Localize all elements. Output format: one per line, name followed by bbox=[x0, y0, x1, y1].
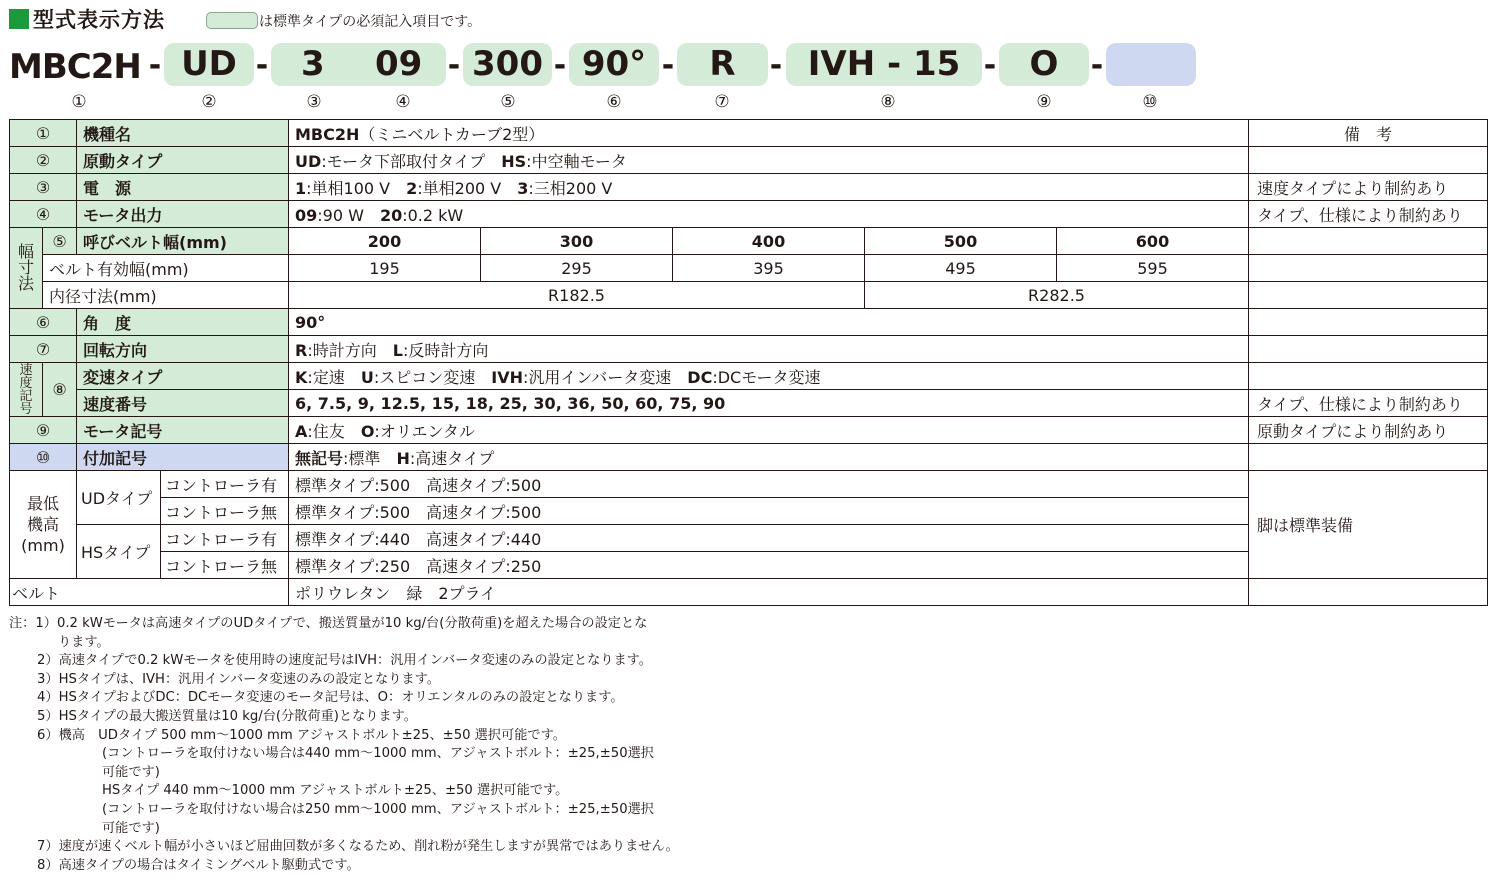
note-line: 4）HSタイプおよびDC：DCモータ変速のモータ記号は、O：オリエンタルのみの設定となります。 bbox=[37, 690, 624, 706]
note-line: (コントローラを取付けない場合は250 mm～1000 mm、アジャストボルト：±25,±50選択 bbox=[102, 801, 654, 817]
row-remark: タイプ、仕様により制約あり bbox=[1249, 390, 1488, 417]
code-part-drive-type: UD bbox=[164, 43, 254, 86]
row-value: 90° bbox=[289, 309, 1249, 336]
row-value: 標準タイプ:500 高速タイプ:500 bbox=[289, 471, 1249, 498]
table-row bbox=[10, 309, 1488, 336]
row-remark: 脚は標準装備 bbox=[1249, 471, 1488, 579]
row-label: 角 度 bbox=[77, 309, 289, 336]
code-index-8: ⑧ bbox=[880, 92, 896, 112]
row-label: 付加記号 bbox=[77, 444, 289, 471]
row-num: ⑩ bbox=[10, 444, 77, 471]
row-num: ③ bbox=[10, 174, 77, 201]
remarks-header: 備 考 bbox=[1249, 120, 1488, 147]
row-value: 標準タイプ:500 高速タイプ:500 bbox=[289, 498, 1249, 525]
note-line: 8）高速タイプの場合はタイミングベルト駆動式です。 bbox=[37, 857, 360, 873]
table-row bbox=[10, 228, 1488, 255]
code-dash: - bbox=[661, 48, 675, 83]
code-index-6: ⑥ bbox=[606, 92, 622, 112]
controller-no-label: コントローラ無 bbox=[161, 552, 289, 579]
effective-width-cell: 195 bbox=[289, 255, 481, 282]
code-part-motor: O bbox=[999, 43, 1089, 86]
code-index-1: ① bbox=[71, 92, 87, 112]
code-dash: - bbox=[769, 48, 783, 83]
row-num: ④ bbox=[10, 201, 77, 228]
table-row bbox=[10, 174, 1488, 201]
table-row bbox=[10, 471, 1488, 498]
effective-width-cell: 295 bbox=[481, 255, 673, 282]
code-index-4: ④ bbox=[395, 92, 411, 112]
table-row bbox=[10, 363, 1488, 390]
note-line: 6）機高 UDタイプ 500 mm～1000 mm アジャストボルト±25、±50 選択可能です。 bbox=[37, 727, 566, 743]
code-dash: - bbox=[255, 48, 269, 83]
height-group-label: 最低 機高 (mm) bbox=[10, 471, 77, 579]
row-label: 内径寸法(mm) bbox=[43, 282, 289, 309]
table-row bbox=[10, 417, 1488, 444]
row-num: ⑥ bbox=[10, 309, 77, 336]
hs-type-label: HSタイプ bbox=[77, 525, 161, 579]
effective-width-cell: 495 bbox=[865, 255, 1057, 282]
table-row bbox=[10, 336, 1488, 363]
row-label: 変速タイプ bbox=[77, 363, 289, 390]
controller-yes-label: コントローラ有 bbox=[161, 525, 289, 552]
row-value: 標準タイプ:250 高速タイプ:250 bbox=[289, 552, 1249, 579]
row-remark bbox=[1249, 444, 1488, 471]
code-part-power: 3 bbox=[301, 44, 325, 84]
row-value: 無記号:標準 H:高速タイプ bbox=[289, 444, 1249, 471]
row-remark bbox=[1249, 255, 1488, 282]
row-remark: タイプ、仕様により制約あり bbox=[1249, 201, 1488, 228]
row-value: MBC2H（ミニベルトカーブ2型） bbox=[289, 120, 1249, 147]
row-remark bbox=[1249, 579, 1488, 606]
row-value: 6, 7.5, 9, 12.5, 15, 18, 25, 30, 36, 50, 60, 75, 90 bbox=[289, 390, 1249, 417]
inner-radius-cell: R182.5 bbox=[289, 282, 865, 309]
code-index-2: ② bbox=[201, 92, 217, 112]
table-row bbox=[10, 201, 1488, 228]
code-dash: - bbox=[148, 48, 162, 83]
row-label: ベルト bbox=[10, 579, 289, 606]
row-label: 呼びベルト幅(mm) bbox=[77, 228, 289, 255]
controller-yes-label: コントローラ有 bbox=[161, 471, 289, 498]
row-label: 機種名 bbox=[77, 120, 289, 147]
table-row bbox=[10, 120, 1488, 147]
effective-width-cell: 595 bbox=[1057, 255, 1249, 282]
row-num: ① bbox=[10, 120, 77, 147]
row-value: 1:単相100 V 2:単相200 V 3:三相200 V bbox=[289, 174, 1249, 201]
ud-type-label: UDタイプ bbox=[77, 471, 161, 525]
row-remark bbox=[1249, 147, 1488, 174]
note-line: 2）高速タイプで0.2 kWモータを使用時の速度記号はIVH：汎用インバータ変速のみの設定となります。 bbox=[37, 653, 652, 669]
row-num: ⑦ bbox=[10, 336, 77, 363]
row-label: 原動タイプ bbox=[77, 147, 289, 174]
row-remark bbox=[1249, 336, 1488, 363]
section-marker bbox=[9, 9, 29, 29]
row-value: ポリウレタン 緑 2プライ bbox=[289, 579, 1249, 606]
table-row bbox=[10, 255, 1488, 282]
row-num: ② bbox=[10, 147, 77, 174]
note-line: 注：1）0.2 kWモータは高速タイプのUDタイプで、搬送質量が10 kg/台(分散荷重)を超えた場合の設定とな bbox=[9, 616, 648, 631]
note-line: ります。 bbox=[58, 634, 110, 650]
note-line: 3）HSタイプは、IVH：汎用インバータ変速のみの設定となります。 bbox=[37, 671, 440, 687]
code-index-9: ⑨ bbox=[1036, 92, 1052, 112]
row-label: 回転方向 bbox=[77, 336, 289, 363]
required-legend-swatch bbox=[206, 12, 258, 29]
row-remark: 速度タイプにより制約あり bbox=[1249, 174, 1488, 201]
code-index-7: ⑦ bbox=[714, 92, 730, 112]
row-num: ⑤ bbox=[43, 228, 77, 255]
row-value: K:定速 U:スピコン変速 IVH:汎用インバータ変速 DC:DCモータ変速 bbox=[289, 363, 1249, 390]
row-value: 09:90 W 20:0.2 kW bbox=[289, 201, 1249, 228]
row-remark bbox=[1249, 363, 1488, 390]
dims-group-label: 幅 寸 法 bbox=[10, 228, 43, 309]
code-dash: - bbox=[983, 48, 997, 83]
row-remark bbox=[1249, 228, 1488, 255]
inner-radius-cell: R282.5 bbox=[865, 282, 1249, 309]
row-label: ベルト有効幅(mm) bbox=[43, 255, 289, 282]
belt-width-cell: 500 bbox=[865, 228, 1057, 255]
notes bbox=[9, 615, 679, 875]
row-label: モータ出力 bbox=[77, 201, 289, 228]
row-value: A:住友 O:オリエンタル bbox=[289, 417, 1249, 444]
code-part-option bbox=[1106, 43, 1196, 86]
code-index-5: ⑤ bbox=[500, 92, 516, 112]
code-model: MBC2H bbox=[9, 47, 141, 87]
row-num: ⑧ bbox=[43, 363, 77, 417]
code-index-3: ③ bbox=[306, 92, 322, 112]
note-line: 可能です) bbox=[102, 764, 160, 780]
row-label: 速度番号 bbox=[77, 390, 289, 417]
row-num: ⑨ bbox=[10, 417, 77, 444]
table-row bbox=[10, 147, 1488, 174]
code-part-direction: R bbox=[677, 43, 768, 86]
note-line: 5）HSタイプの最大搬送質量は10 kg/台(分散荷重)となります。 bbox=[37, 708, 417, 724]
code-part-width: 300 bbox=[463, 43, 552, 86]
row-label: 電 源 bbox=[77, 174, 289, 201]
row-remark bbox=[1249, 282, 1488, 309]
row-remark bbox=[1249, 309, 1488, 336]
belt-width-cell: 400 bbox=[673, 228, 865, 255]
belt-width-cell: 600 bbox=[1057, 228, 1249, 255]
code-dash: - bbox=[553, 48, 567, 83]
section-title: 型式表示方法 bbox=[33, 8, 165, 32]
row-value: 標準タイプ:440 高速タイプ:440 bbox=[289, 525, 1249, 552]
note-line: HSタイプ 440 mm～1000 mm アジャストボルト±25、±50 選択可能です。 bbox=[102, 783, 569, 799]
table-row bbox=[10, 390, 1488, 417]
belt-width-cell: 300 bbox=[481, 228, 673, 255]
code-part-angle: 90° bbox=[569, 43, 659, 86]
row-value: UD:モータ下部取付タイプ HS:中空軸モータ bbox=[289, 147, 1249, 174]
code-index-10: ⑩ bbox=[1142, 92, 1158, 112]
note-line: (コントローラを取付けない場合は440 mm～1000 mm、アジャストボルト：±25,±50選択 bbox=[102, 746, 654, 762]
row-value: R:時計方向 L:反時計方向 bbox=[289, 336, 1249, 363]
table-row bbox=[10, 444, 1488, 471]
note-line: 7）速度が速くベルト幅が小さいほど屈曲回数が多くなるため、削れ粉が発生しますが異常ではありません。 bbox=[37, 839, 679, 855]
row-label: モータ記号 bbox=[77, 417, 289, 444]
table-row bbox=[10, 282, 1488, 309]
code-dash: - bbox=[447, 48, 461, 83]
required-legend-text: は標準タイプの必須記入項目です。 bbox=[259, 14, 482, 30]
table-row bbox=[10, 579, 1488, 606]
note-line: 可能です) bbox=[102, 820, 160, 836]
speed-group-label: 速 度 記 号 bbox=[10, 363, 43, 417]
effective-width-cell: 395 bbox=[673, 255, 865, 282]
belt-width-cell: 200 bbox=[289, 228, 481, 255]
spec-table bbox=[9, 119, 1488, 606]
controller-no-label: コントローラ無 bbox=[161, 498, 289, 525]
code-part-output: 09 bbox=[375, 44, 423, 84]
code-dash: - bbox=[1090, 48, 1104, 83]
code-part-speed: IVH - 15 bbox=[786, 43, 982, 86]
code-part-power-output bbox=[271, 43, 446, 86]
row-remark: 原動タイプにより制約あり bbox=[1249, 417, 1488, 444]
